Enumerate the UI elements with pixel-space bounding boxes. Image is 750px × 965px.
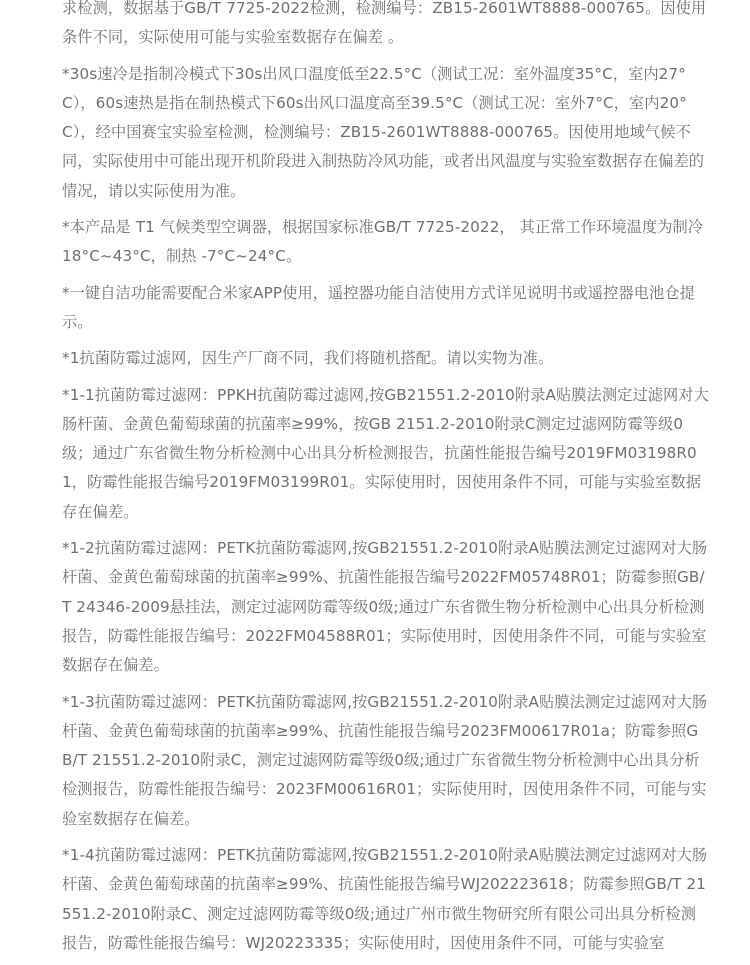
note-filter-1-2: *1-2抗菌防霉过滤网：PETK抗菌防霉滤网,按GB21551.2-2010附录A贴膜法测定过滤网对大肠杆菌、金黄色葡萄球菌的抗菌率≥99%、抗菌性能报告编号2022FM05748R01；防霉参照GB/T 24346-2009悬挂法，测定过滤网防霉等级0级;通过广东省微生物分析检测中心出具分析检测报告，防霉性能报告编号：2022FM04588R01；实际使用时，因使用条件不同，可能与实验室数据存在偏差。 bbox=[62, 539, 708, 675]
note-quick-cool-heat: *30s速冷是指制冷模式下30s出风口温度低至22.5°C（测试工况：室外温度35°C，室内27°C），60s速热是指在制热模式下60s出风口温度高至39.5°C（测试工况：室外7°C，室内20°C），经中国赛宝实验室检测，检测编号：ZB15-2601WT8888-000765。因使用地域气候不同，实际使用中可能出现开机阶段进入制热防冷风功能，或者出风温度与实验室数据存在偏差的情况，请以实际使用为准。 bbox=[62, 64, 705, 200]
note-filter-1-1: *1-1抗菌防霉过滤网：PPKH抗菌防霉过滤网,按GB21551.2-2010附录A贴膜法测定过滤网对大肠杆菌、金黄色葡萄球菌的抗菌率≥99%，按GB 2151.2-2010附录C测定过滤网防霉等级0级；通过广东省微生物分析检测中心出具分析检测报告，抗菌性能报告编号2019FM03198R01，防霉性能报告编号2019FM03199R01。实际使用时，因使用条件不同，可能与实验室数据存在偏差。 bbox=[62, 385, 709, 521]
note-filter-1: *1抗菌防霉过滤网，因生产厂商不同，我们将随机搭配。请以实物为准。 bbox=[62, 349, 554, 368]
note-filter-1-4: *1-4抗菌防霉过滤网：PETK抗菌防霉滤网,按GB21551.2-2010附录A贴膜法测定过滤网对大肠杆菌、金黄色葡萄球菌的抗菌率≥99%、抗菌性能报告编号WJ202223618；防霉参照GB/T 21551.2-2010附录C、测定过滤网防霉等级0级;通过广州市微生物研究所有限公司出具分析检测报告，防霉性能报告编号：WJ20223335；实际使用时，因使用条件不同，可能与实验室 bbox=[62, 846, 708, 952]
note-filter-1-3: *1-3抗菌防霉过滤网：PETK抗菌防霉滤网,按GB21551.2-2010附录A贴膜法测定过滤网对大肠杆菌、金黄色葡萄球菌的抗菌率≥99%、抗菌性能报告编号2023FM00617R01a；防霉参照GB/T 21551.2-2010附录C，测定过滤网防霉等级0级;通过广东省微生物分析检测中心出具分析检测报告，防霉性能报告编号：2023FM00616R01；实际使用时，因使用条件不同，可能与实验室数据存在偏差。 bbox=[62, 692, 708, 828]
note-self-clean: *一键自洁功能需要配合米家APP使用，遥控器功能自洁使用方式详见说明书或遥控器电池仓提示。 bbox=[62, 283, 695, 331]
note-climate-type: *本产品是 T1 气候类型空调器，根据国家标准GB/T 7725-2022， 其正常工作环境温度为制冷18°C~43°C，制热 -7°C~24°C。 bbox=[62, 218, 704, 266]
note-lab-data-tail: 求检测，数据基于GB/T 7725-2022检测，检测编号：ZB15-2601WT8888-000765。因使用条件不同，实际使用可能与实验室数据存在偏差 。 bbox=[62, 0, 707, 47]
